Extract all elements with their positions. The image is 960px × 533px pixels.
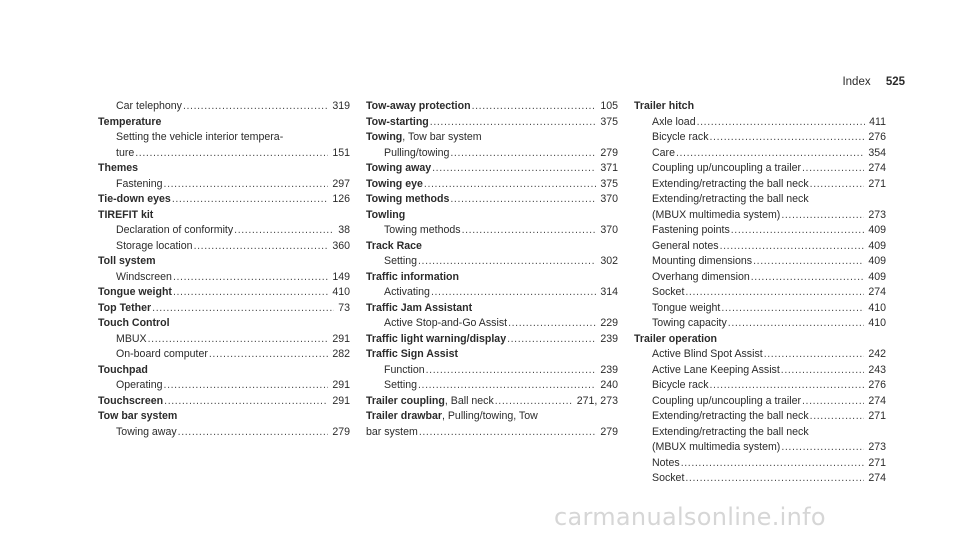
index-column-1 <box>98 99 350 440</box>
index-subentry <box>634 161 886 177</box>
page-ref[interactable]: 375 <box>600 177 618 190</box>
index-subentry <box>634 130 886 146</box>
dot-leader <box>430 115 597 131</box>
page-ref[interactable]: 409 <box>868 239 886 252</box>
index-heading: Temperature <box>98 115 162 128</box>
dot-leader <box>781 440 864 456</box>
dot-leader <box>172 192 329 208</box>
dot-leader <box>507 332 596 348</box>
index-entry-term: Care <box>652 146 675 159</box>
index-subentry <box>634 146 886 162</box>
index-entry-term: General notes <box>652 239 719 252</box>
page-ref[interactable]: 297 <box>332 177 350 190</box>
index-entry-term <box>98 394 163 410</box>
index-heading: Towling <box>366 208 406 221</box>
index-subentry <box>366 363 618 379</box>
index-entry <box>366 177 618 193</box>
page-ref[interactable]: 276 <box>868 379 886 391</box>
index-entry <box>366 192 618 208</box>
dot-leader <box>802 394 864 410</box>
index-entry-term: Mounting dimensions <box>652 255 753 267</box>
page-ref[interactable]: 274 <box>868 472 886 484</box>
dot-leader <box>685 285 864 301</box>
page-ref[interactable]: 149 <box>332 270 350 283</box>
index-entry-term: Pulling/towing <box>384 146 450 159</box>
dot-leader <box>173 270 328 286</box>
index-subentry <box>634 285 886 301</box>
index-subentry <box>634 456 886 472</box>
page-ref[interactable]: 314 <box>600 286 618 298</box>
page-ref[interactable]: 273 <box>868 441 886 453</box>
dot-leader <box>234 223 334 239</box>
dot-leader <box>681 456 865 472</box>
index-entry-term: Fastening points <box>652 224 730 236</box>
index-entry-term <box>366 161 431 177</box>
index-entry-bold: Tow-away protection <box>366 100 471 112</box>
index-entry-term: Tongue weight <box>652 301 721 314</box>
index-subentry <box>634 208 886 224</box>
index-subentry <box>634 254 886 270</box>
index-entry-term: Axle load <box>652 115 696 128</box>
index-column-3 <box>634 99 886 487</box>
index-entry-term: Socket <box>652 286 685 298</box>
index-entry-term: Towing capacity <box>652 317 727 329</box>
index-entry-term: Coupling up/uncoupling a trailer <box>652 162 802 174</box>
index-entry-bold: Top Tether <box>98 301 152 314</box>
dot-leader <box>710 378 865 394</box>
index-heading: Traffic Jam Assistant <box>366 301 473 314</box>
index-heading: Trailer operation <box>634 332 718 345</box>
index-subentry <box>634 394 886 410</box>
index-subentry <box>98 347 350 363</box>
index-heading: TIREFIT kit <box>98 208 154 221</box>
index-subentry-text: Extending/retracting the ball neck <box>652 425 809 438</box>
dot-leader <box>432 161 596 177</box>
index-entry-term <box>98 301 151 317</box>
page-ref[interactable]: 354 <box>868 146 886 159</box>
dot-leader <box>431 285 596 301</box>
index-entry-term: Windscreen <box>116 270 172 283</box>
page-ref[interactable]: 302 <box>600 255 618 267</box>
index-entry-term: Bicycle rack <box>652 131 709 143</box>
index-entry <box>366 115 618 131</box>
index-entry-bold: Towing away <box>366 162 432 174</box>
index-entry-term: Activating <box>384 286 430 298</box>
index-entry-term: Declaration of conformity <box>116 224 234 236</box>
index-subentry-text: Extending/retracting the ball neck <box>652 193 809 205</box>
index-heading: Toll system <box>98 255 156 267</box>
index-entry-term: bar system <box>366 425 418 438</box>
page-ref[interactable]: 273 <box>868 208 886 221</box>
index-entry <box>366 130 618 146</box>
dot-leader <box>209 347 328 363</box>
index-entry <box>98 285 350 301</box>
page-ref[interactable]: 242 <box>868 348 886 360</box>
dot-leader <box>781 363 865 379</box>
page-ref[interactable]: 409 <box>868 270 886 283</box>
page-ref[interactable]: 291 <box>332 332 350 345</box>
page-ref[interactable]: 271 <box>868 456 886 469</box>
page-ref[interactable]: 38 <box>338 224 350 236</box>
index-entry <box>98 192 350 208</box>
dot-leader <box>731 223 865 239</box>
index-entry <box>98 394 350 410</box>
index-entry-term: Active Blind Spot Assist <box>652 348 763 360</box>
page-header <box>842 76 905 88</box>
page-ref[interactable]: 239 <box>600 332 618 345</box>
page-ref[interactable]: 151 <box>332 146 350 159</box>
page-ref[interactable]: 291 <box>332 379 350 391</box>
index-entry-bold: Trailer coupling <box>366 394 445 407</box>
index-subentry <box>366 316 618 332</box>
dot-leader <box>164 177 329 193</box>
index-heading: Track Race <box>366 239 422 252</box>
index-subentry <box>98 378 350 394</box>
index-entry-term: MBUX <box>116 332 147 345</box>
page-ref[interactable]: 126 <box>332 193 350 205</box>
index-entry-term <box>366 99 471 115</box>
page-ref[interactable]: 73 <box>338 301 350 314</box>
page-ref[interactable]: 410 <box>868 301 886 314</box>
dot-leader <box>676 146 864 162</box>
page-ref[interactable]: 410 <box>868 317 886 329</box>
page-ref[interactable]: 319 <box>332 100 350 112</box>
dot-leader <box>508 316 596 332</box>
index-subentry <box>98 223 350 239</box>
index-subentry <box>98 270 350 286</box>
index-subentry <box>98 425 350 441</box>
index-entry-term <box>366 332 506 348</box>
index-subentry <box>634 378 886 394</box>
index-entry-term <box>366 394 494 410</box>
index-entry-term: Trailer drawbar <box>366 410 442 422</box>
page-ref[interactable]: 371 <box>600 162 618 174</box>
index-entry-term: Setting <box>384 255 417 267</box>
index-entry-term: Car telephony <box>116 100 182 112</box>
index-entry-term: Function <box>384 363 425 376</box>
index-entry-bold: Touchscreen <box>98 394 164 407</box>
page-ref[interactable]: 271 <box>868 410 886 422</box>
index-subentry <box>366 254 618 270</box>
index-subentry <box>634 270 886 286</box>
page-ref[interactable]: 411 <box>869 115 886 128</box>
index-entry-term: (MBUX multimedia system) <box>652 208 781 221</box>
watermark: carmanualsonline.info <box>554 503 826 531</box>
index-subentry <box>634 301 886 317</box>
index-subentry <box>634 239 886 255</box>
dot-leader <box>424 177 596 193</box>
index-subentry <box>634 363 886 379</box>
page-ref[interactable]: 375 <box>600 115 618 128</box>
page-ref[interactable]: 279 <box>332 425 350 438</box>
dot-leader <box>710 130 865 146</box>
index-entry-term: Socket <box>652 472 685 484</box>
dot-leader <box>810 409 865 425</box>
index-subentry <box>98 239 350 255</box>
index-entry-term <box>366 115 429 131</box>
page-ref[interactable]: 279 <box>600 146 618 159</box>
index-entry-term: Active Stop-and-Go Assist <box>384 317 508 329</box>
index-entry-term: Overhang dimension <box>652 270 750 283</box>
index-subentry <box>634 115 886 131</box>
index-entry-term: Setting <box>384 379 417 391</box>
index-entry-term <box>366 177 423 193</box>
index-subentry <box>634 409 886 425</box>
page-ref[interactable]: 271, 273 <box>576 394 618 407</box>
dot-leader <box>802 161 864 177</box>
index-subentry <box>634 177 886 193</box>
page-ref[interactable]: 276 <box>868 131 886 143</box>
dot-leader <box>462 223 597 239</box>
index-heading: Touchpad <box>98 363 148 376</box>
index-entry-term: Extending/retracting the ball neck <box>652 177 809 190</box>
index-subentry <box>634 316 886 332</box>
index-subentry <box>366 223 618 239</box>
index-subentry <box>634 440 886 456</box>
index-entry <box>366 161 618 177</box>
index-entry-bold: Traffic light warning/display <box>366 332 507 345</box>
page-ref[interactable]: 279 <box>600 425 618 438</box>
index-entry-bold: Towing eye <box>366 177 423 190</box>
dot-leader <box>721 301 864 317</box>
index-entry-term: On-board computer <box>116 348 208 360</box>
index-entry-reference: , Pulling/towing, Tow <box>441 410 538 422</box>
dot-leader <box>810 177 865 193</box>
index-entry-bold: Tie-down eyes <box>98 193 171 205</box>
page-ref[interactable]: 370 <box>600 224 618 236</box>
index-heading: Touch Control <box>98 317 170 329</box>
index-subentry <box>634 471 886 487</box>
page-ref[interactable]: 282 <box>332 348 350 360</box>
dot-leader <box>178 425 329 441</box>
page-ref[interactable]: 243 <box>868 363 886 376</box>
page-ref[interactable]: 409 <box>868 224 886 236</box>
index-entry-term: ture <box>116 146 135 159</box>
index-column-2 <box>366 99 618 440</box>
page-ref[interactable]: 370 <box>600 193 618 205</box>
page-ref[interactable]: 239 <box>600 363 618 376</box>
index-entry-term: Towing <box>366 131 403 143</box>
index-subentry <box>366 285 618 301</box>
dot-leader <box>418 254 596 270</box>
index-entry-term: Towing away <box>116 425 177 438</box>
page-ref[interactable]: 409 <box>868 255 886 267</box>
index-heading: Trailer hitch <box>634 100 695 112</box>
index-subentry <box>98 99 350 115</box>
index-entry <box>366 394 618 410</box>
index-heading: Themes <box>98 162 139 174</box>
index-entry-term <box>366 192 449 208</box>
index-heading: Traffic Sign Assist <box>366 348 459 360</box>
dot-leader <box>450 146 596 162</box>
index-subentry <box>634 347 886 363</box>
page-ref[interactable]: 410 <box>332 286 350 298</box>
dot-leader <box>419 425 597 441</box>
dot-leader <box>426 363 597 379</box>
index-entry-term: Towing methods <box>384 224 461 236</box>
index-entry-term: Active Lane Keeping Assist <box>652 363 780 376</box>
dot-leader <box>164 378 329 394</box>
dot-leader <box>781 208 864 224</box>
index-subentry-text: Setting the vehicle interior tempera- <box>116 131 284 143</box>
section-label: Index <box>842 76 871 88</box>
dot-leader <box>152 301 334 317</box>
index-entry-term: Coupling up/uncoupling a trailer <box>652 394 802 407</box>
dot-leader <box>495 394 573 410</box>
dot-leader <box>164 394 328 410</box>
dot-leader <box>173 285 328 301</box>
index-entry <box>366 425 618 441</box>
index-entry-reference: , Tow bar system <box>402 131 482 143</box>
index-entry-bold: Tow-starting <box>366 115 429 128</box>
dot-leader <box>685 471 864 487</box>
page-ref[interactable]: 240 <box>600 379 618 391</box>
index-heading: Traffic information <box>366 270 459 283</box>
index-entry-term: Notes <box>652 456 680 469</box>
page-ref[interactable]: 360 <box>332 239 350 252</box>
index-entry <box>366 99 618 115</box>
dot-leader <box>183 99 328 115</box>
index-entry <box>366 409 618 425</box>
index-entry-term: Bicycle rack <box>652 379 709 391</box>
index-subentry <box>98 146 350 162</box>
index-subentry <box>366 378 618 394</box>
dot-leader <box>697 115 866 131</box>
page-ref[interactable]: 274 <box>868 286 886 298</box>
index-entry-term: Operating <box>116 379 163 391</box>
index-entry <box>98 301 350 317</box>
dot-leader <box>194 239 329 255</box>
dot-leader <box>148 332 329 348</box>
index-subentry <box>98 177 350 193</box>
index-subentry <box>634 223 886 239</box>
index-entry-bold: Towing methods <box>366 193 450 205</box>
index-entry-term: Extending/retracting the ball neck <box>652 410 809 422</box>
dot-leader <box>728 316 865 332</box>
dot-leader <box>135 146 328 162</box>
dot-leader <box>753 254 864 270</box>
dot-leader <box>418 378 596 394</box>
index-entry-term: Fastening <box>116 177 163 190</box>
page-ref[interactable]: 229 <box>600 317 618 329</box>
index-subentry <box>98 332 350 348</box>
index-entry-term <box>98 192 171 208</box>
page-ref[interactable]: 291 <box>332 394 350 407</box>
index-entry-term: (MBUX multimedia system) <box>652 441 781 453</box>
page-ref[interactable]: 274 <box>868 394 886 407</box>
index-entry-term: Storage location <box>116 239 193 252</box>
index-entry-reference: , Ball neck <box>444 394 494 407</box>
dot-leader <box>472 99 597 115</box>
index-entry-bold: Tongue weight <box>98 286 172 298</box>
dot-leader <box>720 239 865 255</box>
index-entry <box>366 332 618 348</box>
page-ref[interactable]: 105 <box>600 100 618 112</box>
dot-leader <box>450 192 596 208</box>
index-heading: Tow bar system <box>98 410 178 422</box>
dot-leader <box>764 347 865 363</box>
dot-leader <box>751 270 865 286</box>
index-subentry <box>366 146 618 162</box>
page-ref[interactable]: 271 <box>868 177 886 190</box>
page-ref[interactable]: 274 <box>868 162 886 174</box>
page-number: 525 <box>885 76 905 88</box>
index-entry-term <box>98 285 172 301</box>
